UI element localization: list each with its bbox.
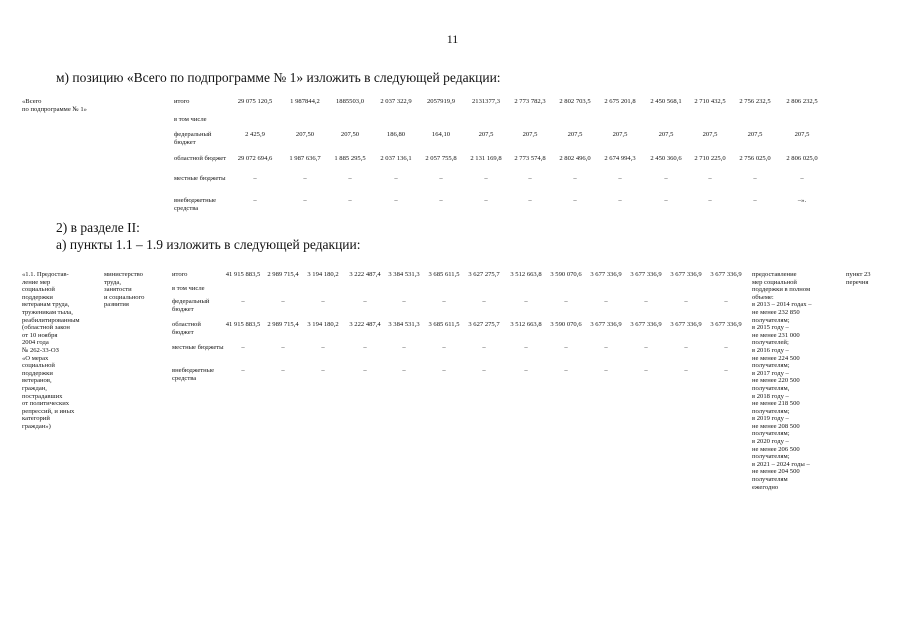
table2-executor-line-1: труда, <box>104 278 121 286</box>
table2-item-line-18: репрессий, и иных <box>22 407 75 415</box>
table1-row-5-value-8: – <box>618 197 622 204</box>
table2-item-line-4: ветеранам труда, <box>22 301 70 309</box>
table2-row-3-value-5: 3 685 611,5 <box>428 321 460 328</box>
table2-item-line-1: ление мер <box>22 278 51 286</box>
table2-row-0-value-7: 3 512 663,8 <box>510 271 542 278</box>
table2-item-line-16: пострадавших <box>22 392 63 400</box>
table2-item-line-14: ветеранов, <box>22 377 52 385</box>
table2-indicator-line-7: в 2015 году – <box>752 324 789 332</box>
table2-row-2-value-4: – <box>402 298 406 305</box>
table1-row-2-value-1: 207,50 <box>295 131 315 138</box>
table2-row-4-value-6: – <box>482 344 486 351</box>
table1-row-2-value-12: 207,5 <box>794 131 810 138</box>
table2-indicator-line-10: в 2016 году – <box>752 346 789 354</box>
table1-row-3-value-0: 29 072 694,6 <box>237 155 273 162</box>
table2-indicator-line-8: не менее 231 000 <box>752 331 800 339</box>
table2-row-5-value-10: – <box>644 367 648 374</box>
table1-row-3-value-9: 2 450 360,6 <box>650 155 682 162</box>
table2-row-4-value-11: – <box>684 344 688 351</box>
table2-row-0-value-6: 3 627 275,7 <box>468 271 500 278</box>
table2-executor-line-2: занятости <box>104 286 132 294</box>
table2-indicator-line-19: в 2019 году – <box>752 415 789 423</box>
table2-indicator-line-16: в 2018 году – <box>752 392 789 400</box>
table2-indicator-line-3: объеме: <box>752 293 774 301</box>
table2-item-line-0: «1.1. Предостав- <box>22 271 69 278</box>
table1-row-2-value-4: 164,10 <box>431 131 451 138</box>
table1-row-2-value-5: 207,5 <box>478 131 494 138</box>
table2-indicator <box>752 271 812 491</box>
table2-indicator-line-18: получателям; <box>752 407 790 415</box>
table2-row-3-value-6: 3 627 275,7 <box>468 321 500 328</box>
table2-row-0-value-12: 3 677 336,9 <box>710 271 742 278</box>
table2-item-line-7: (областной закон <box>22 324 70 332</box>
table2-item-line-20: граждан») <box>22 422 51 430</box>
table1-row-5-value-10: – <box>708 197 712 204</box>
table1-row-4-value-3: – <box>394 175 398 182</box>
table1-row-0-value-3: 2 037 322,9 <box>380 98 412 105</box>
table1-row-0-value-4: 2057919,9 <box>426 98 456 105</box>
table1-row-4-label: местные бюджеты <box>174 175 226 182</box>
table1-row-5-value-7: – <box>573 197 577 204</box>
table1-row-5-value-9: – <box>664 197 668 204</box>
table2-row-0-value-0: 41 915 883,5 <box>225 271 261 278</box>
table2-row-3-value-3: 3 222 487,4 <box>349 321 381 328</box>
table2-item-line-17: от политических <box>22 400 70 408</box>
table1-row-3-value-12: 2 806 025,0 <box>786 155 818 162</box>
table1-row-1-label: в том числе <box>174 116 207 123</box>
table2-item-line-10: № 262-33-ОЗ <box>22 346 59 354</box>
table2-row-3-label: областной бюджет <box>172 321 201 336</box>
table2-item-line-3: поддержки <box>22 293 53 301</box>
table2-row-2-value-12: – <box>724 298 728 305</box>
table2-indicator-line-25: в 2021 – 2024 годы – <box>752 460 810 468</box>
table2-executor-line-4: развития <box>104 301 129 309</box>
table2-executor-line-0: министерство <box>104 271 143 278</box>
table2-executor <box>104 271 144 309</box>
table2-indicator-line-20: не менее 208 500 <box>752 422 800 430</box>
table2-row-3-value-12: 3 677 336,9 <box>710 321 742 328</box>
table2-row-5-value-1: – <box>281 367 285 374</box>
table2-row-4-value-7: – <box>524 344 528 351</box>
table1-row-2-label: федеральный бюджет <box>174 131 212 146</box>
table2-indicator-line-1: мер социальной <box>752 278 797 286</box>
table2-row-3-value-4: 3 384 531,3 <box>388 321 420 328</box>
table2-indicator-line-13: в 2017 году – <box>752 369 789 377</box>
table2-row-2-value-6: – <box>482 298 486 305</box>
table1-row-3-value-10: 2 710 225,0 <box>694 155 726 162</box>
table1-row-0-value-1: 1 987844,2 <box>290 98 320 105</box>
table2-row-0-value-9: 3 677 336,9 <box>590 271 622 278</box>
table2-row-2-label: федеральный бюджет <box>172 298 210 313</box>
table2-row-0-value-11: 3 677 336,9 <box>670 271 702 278</box>
table2-row-4-value-4: – <box>402 344 406 351</box>
table1-row-0-value-2: 1885503,0 <box>335 98 365 105</box>
table1-row-5-value-0: – <box>253 197 257 204</box>
table1-row-4-value-1: – <box>303 175 307 182</box>
table1-row-3-value-6: 2 773 574,8 <box>514 155 546 162</box>
table1-row-2-value-0: 2 425,9 <box>245 131 265 138</box>
table1-row-2-value-9: 207,5 <box>658 131 674 138</box>
table2-row-0-value-2: 3 194 180,2 <box>307 271 339 278</box>
table2-row-4-value-9: – <box>604 344 608 351</box>
table2-row-5-value-4: – <box>402 367 406 374</box>
table1-row-5-value-5: – <box>484 197 488 204</box>
table2-row-0-value-10: 3 677 336,9 <box>630 271 662 278</box>
table1-row-5-value-6: – <box>528 197 532 204</box>
table2-indicator-line-17: не менее 218 500 <box>752 400 800 408</box>
table2-row-2-value-10: – <box>644 298 648 305</box>
table1-row-5-label: внебюджетные средства <box>174 197 217 212</box>
table1-row-4-value-12: – <box>800 175 804 182</box>
table2-item-line-2: социальной <box>22 286 55 294</box>
table2-indicator-line-0: предоставление <box>752 271 797 278</box>
table2-row-5-value-11: – <box>684 367 688 374</box>
table1-row-3-label: областной бюджет <box>174 155 227 162</box>
table1-row-0-label: итого <box>174 98 190 105</box>
table2-row-5-value-2: – <box>321 367 325 374</box>
heading-m: м) позицию «Всего по подпрограмме № 1» изложить в следующей редакции: <box>56 70 501 85</box>
table2-indicator-line-11: не менее 224 500 <box>752 354 800 362</box>
table1-row-5-value-2: – <box>348 197 352 204</box>
table1-row-3-value-7: 2 802 496,0 <box>559 155 591 162</box>
table2-item-line-15: граждан, <box>22 384 47 392</box>
table1-row-4-value-0: – <box>253 175 257 182</box>
table2-row-4-value-2: – <box>321 344 325 351</box>
table1-row-4-value-7: – <box>573 175 577 182</box>
table1-row-3-value-2: 1 885 295,5 <box>334 155 366 162</box>
table2-row-0-value-8: 3 590 070,6 <box>550 271 582 278</box>
table2-row-4-value-1: – <box>281 344 285 351</box>
table1-row-0-value-12: 2 806 232,5 <box>786 98 818 105</box>
table2-row-2-value-11: – <box>684 298 688 305</box>
table2-reference-line-1: перечня <box>846 278 869 286</box>
table2-indicator-line-23: не менее 206 500 <box>752 445 800 453</box>
page-number: 11 <box>446 32 459 46</box>
table1-row-4-value-8: – <box>618 175 622 182</box>
table2-row-5-value-5: – <box>442 367 446 374</box>
table2-indicator-line-2: поддержки в полном <box>752 286 811 294</box>
table1-row-4-value-10: – <box>708 175 712 182</box>
table2-row-0-value-5: 3 685 611,5 <box>428 271 460 278</box>
table1-row-label <box>22 98 87 113</box>
table2-row-2-value-0: – <box>241 298 245 305</box>
table1-row-3-value-5: 2 131 169,8 <box>470 155 502 162</box>
table2-indicator-line-15: получателям, <box>752 384 790 392</box>
table1-row-2-value-6: 207,5 <box>522 131 538 138</box>
table2-row-0-value-1: 2 989 715,4 <box>267 271 299 278</box>
table1-row-2-value-3: 186,80 <box>386 131 406 138</box>
table2-row-2-value-1: – <box>281 298 285 305</box>
table2-row-4-value-3: – <box>363 344 367 351</box>
table2-indicator-line-21: получателям; <box>752 430 790 438</box>
table2-indicator-line-24: получателям; <box>752 453 790 461</box>
table1-row-0-value-0: 29 075 120,5 <box>237 98 273 105</box>
table1-row-4-value-11: – <box>753 175 757 182</box>
table2-row-3-value-1: 2 989 715,4 <box>267 321 299 328</box>
heading-section-2: 2) в разделе II: <box>56 220 140 235</box>
table1-row-0-value-9: 2 450 568,1 <box>650 98 682 105</box>
table2-item-line-5: труженикам тыла, <box>22 308 73 316</box>
table2-indicator-line-14: не менее 220 500 <box>752 377 800 385</box>
table2-indicator-line-12: получателям; <box>752 362 790 370</box>
table2-row-4-value-8: – <box>564 344 568 351</box>
table1-row-3-value-4: 2 057 755,8 <box>425 155 457 162</box>
table2-row-3-value-7: 3 512 663,8 <box>510 321 542 328</box>
table2-item-line-12: социальной <box>22 362 55 370</box>
table1-row-5-value-11: – <box>753 197 757 204</box>
table2-row-2-value-9: – <box>604 298 608 305</box>
table1-row-0-value-6: 2 773 782,3 <box>514 98 546 105</box>
table1-row-4-value-5: – <box>484 175 488 182</box>
heading-a: а) пункты 1.1 – 1.9 изложить в следующей редакции: <box>56 237 361 252</box>
table1-row-5-value-1: – <box>303 197 307 204</box>
table1-row-0-value-8: 2 675 201,8 <box>604 98 636 105</box>
table2-reference-line-0: пункт 23 <box>846 271 871 278</box>
table2-row-0-label: итого <box>172 271 188 278</box>
table2-indicator-line-4: в 2013 – 2014 годах – <box>752 301 812 309</box>
table2-row-1-label: в том числе <box>172 285 205 292</box>
table2-indicator-line-9: получателей; <box>752 339 789 347</box>
table2-row-0-value-4: 3 384 531,3 <box>388 271 420 278</box>
table1-row-label-line1: «Всего <box>22 98 42 105</box>
table2-indicator-line-22: в 2020 году – <box>752 438 789 446</box>
table2-row-5-value-3: – <box>363 367 367 374</box>
table2-row-4-value-0: – <box>241 344 245 351</box>
table2-row-2-value-3: – <box>363 298 367 305</box>
table1-row-3-value-8: 2 674 994,3 <box>604 155 636 162</box>
table2-row-4-label: местные бюджеты <box>172 344 224 351</box>
table2-row-3-value-8: 3 590 070,6 <box>550 321 582 328</box>
table2-indicator-line-26: не менее 204 500 <box>752 468 800 476</box>
table1-row-4-value-4: – <box>439 175 443 182</box>
table2-indicator-line-6: получателям; <box>752 316 790 324</box>
table2-row-3-value-2: 3 194 180,2 <box>307 321 339 328</box>
table2-row-4-value-5: – <box>442 344 446 351</box>
table2-indicator-line-27: получателям <box>752 476 788 484</box>
table1-row-5-value-4: – <box>439 197 443 204</box>
table2-item-line-19: категорий <box>22 415 50 423</box>
table2-row-3-value-0: 41 915 883,5 <box>225 321 261 328</box>
table1-row-0-value-11: 2 756 232,5 <box>739 98 771 105</box>
table2-item-line-9: 2004 года <box>22 339 49 347</box>
table2-row-4-value-10: – <box>644 344 648 351</box>
table1-row-2-value-8: 207,5 <box>612 131 628 138</box>
table2-item-line-6: реабилитированным <box>22 316 80 324</box>
table2-reference <box>846 271 871 286</box>
table2-row-2-value-8: – <box>564 298 568 305</box>
table1-row-2-value-10: 207,5 <box>702 131 718 138</box>
table1-row-5-value-3: – <box>394 197 398 204</box>
table1-row-2-value-7: 207,5 <box>567 131 583 138</box>
table2-executor-line-3: и социального <box>104 293 145 301</box>
table1-row-label-line2: по подпрограмме № 1» <box>22 105 87 113</box>
table2-item-name <box>22 271 80 430</box>
table1-row-0-value-7: 2 802 703,5 <box>559 98 591 105</box>
table2-indicator-line-5: не менее 232 850 <box>752 308 800 316</box>
table1-row-5-value-12: –». <box>797 197 807 204</box>
table2-row-2-value-2: – <box>321 298 325 305</box>
table2-row-2-value-5: – <box>442 298 446 305</box>
table2-row-3-value-9: 3 677 336,9 <box>590 321 622 328</box>
table2-row-5-value-8: – <box>564 367 568 374</box>
table2-item-line-8: от 10 ноября <box>22 331 58 339</box>
table2-row-5-value-0: – <box>241 367 245 374</box>
table2-row-5-value-9: – <box>604 367 608 374</box>
table2-row-2-value-7: – <box>524 298 528 305</box>
table1-row-4-value-9: – <box>664 175 668 182</box>
table1-row-0-value-10: 2 710 432,5 <box>694 98 726 105</box>
table1-row-3-value-3: 2 037 136,1 <box>380 155 412 162</box>
table1-row-3-value-11: 2 756 025,0 <box>739 155 771 162</box>
table2-item-line-11: «О мерах <box>22 354 49 362</box>
table1-row-3-value-1: 1 987 636,7 <box>289 155 321 162</box>
table2-indicator-line-28: ежегодно <box>752 483 779 491</box>
table1-row-2-value-11: 207,5 <box>747 131 763 138</box>
table2-row-3-value-10: 3 677 336,9 <box>630 321 662 328</box>
table1-row-2-value-2: 207,50 <box>340 131 360 138</box>
table1-row-4-value-2: – <box>348 175 352 182</box>
table2-row-5-label: внебюджетные средства <box>172 367 215 382</box>
table2-row-0-value-3: 3 222 487,4 <box>349 271 381 278</box>
table1-row-0-value-5: 2131377,3 <box>471 98 501 105</box>
table2-row-3-value-11: 3 677 336,9 <box>670 321 702 328</box>
table2-item-line-13: поддержки <box>22 369 53 377</box>
table2-row-5-value-6: – <box>482 367 486 374</box>
table2-row-4-value-12: – <box>724 344 728 351</box>
table2-row-5-value-12: – <box>724 367 728 374</box>
table2-row-5-value-7: – <box>524 367 528 374</box>
table1-row-4-value-6: – <box>528 175 532 182</box>
